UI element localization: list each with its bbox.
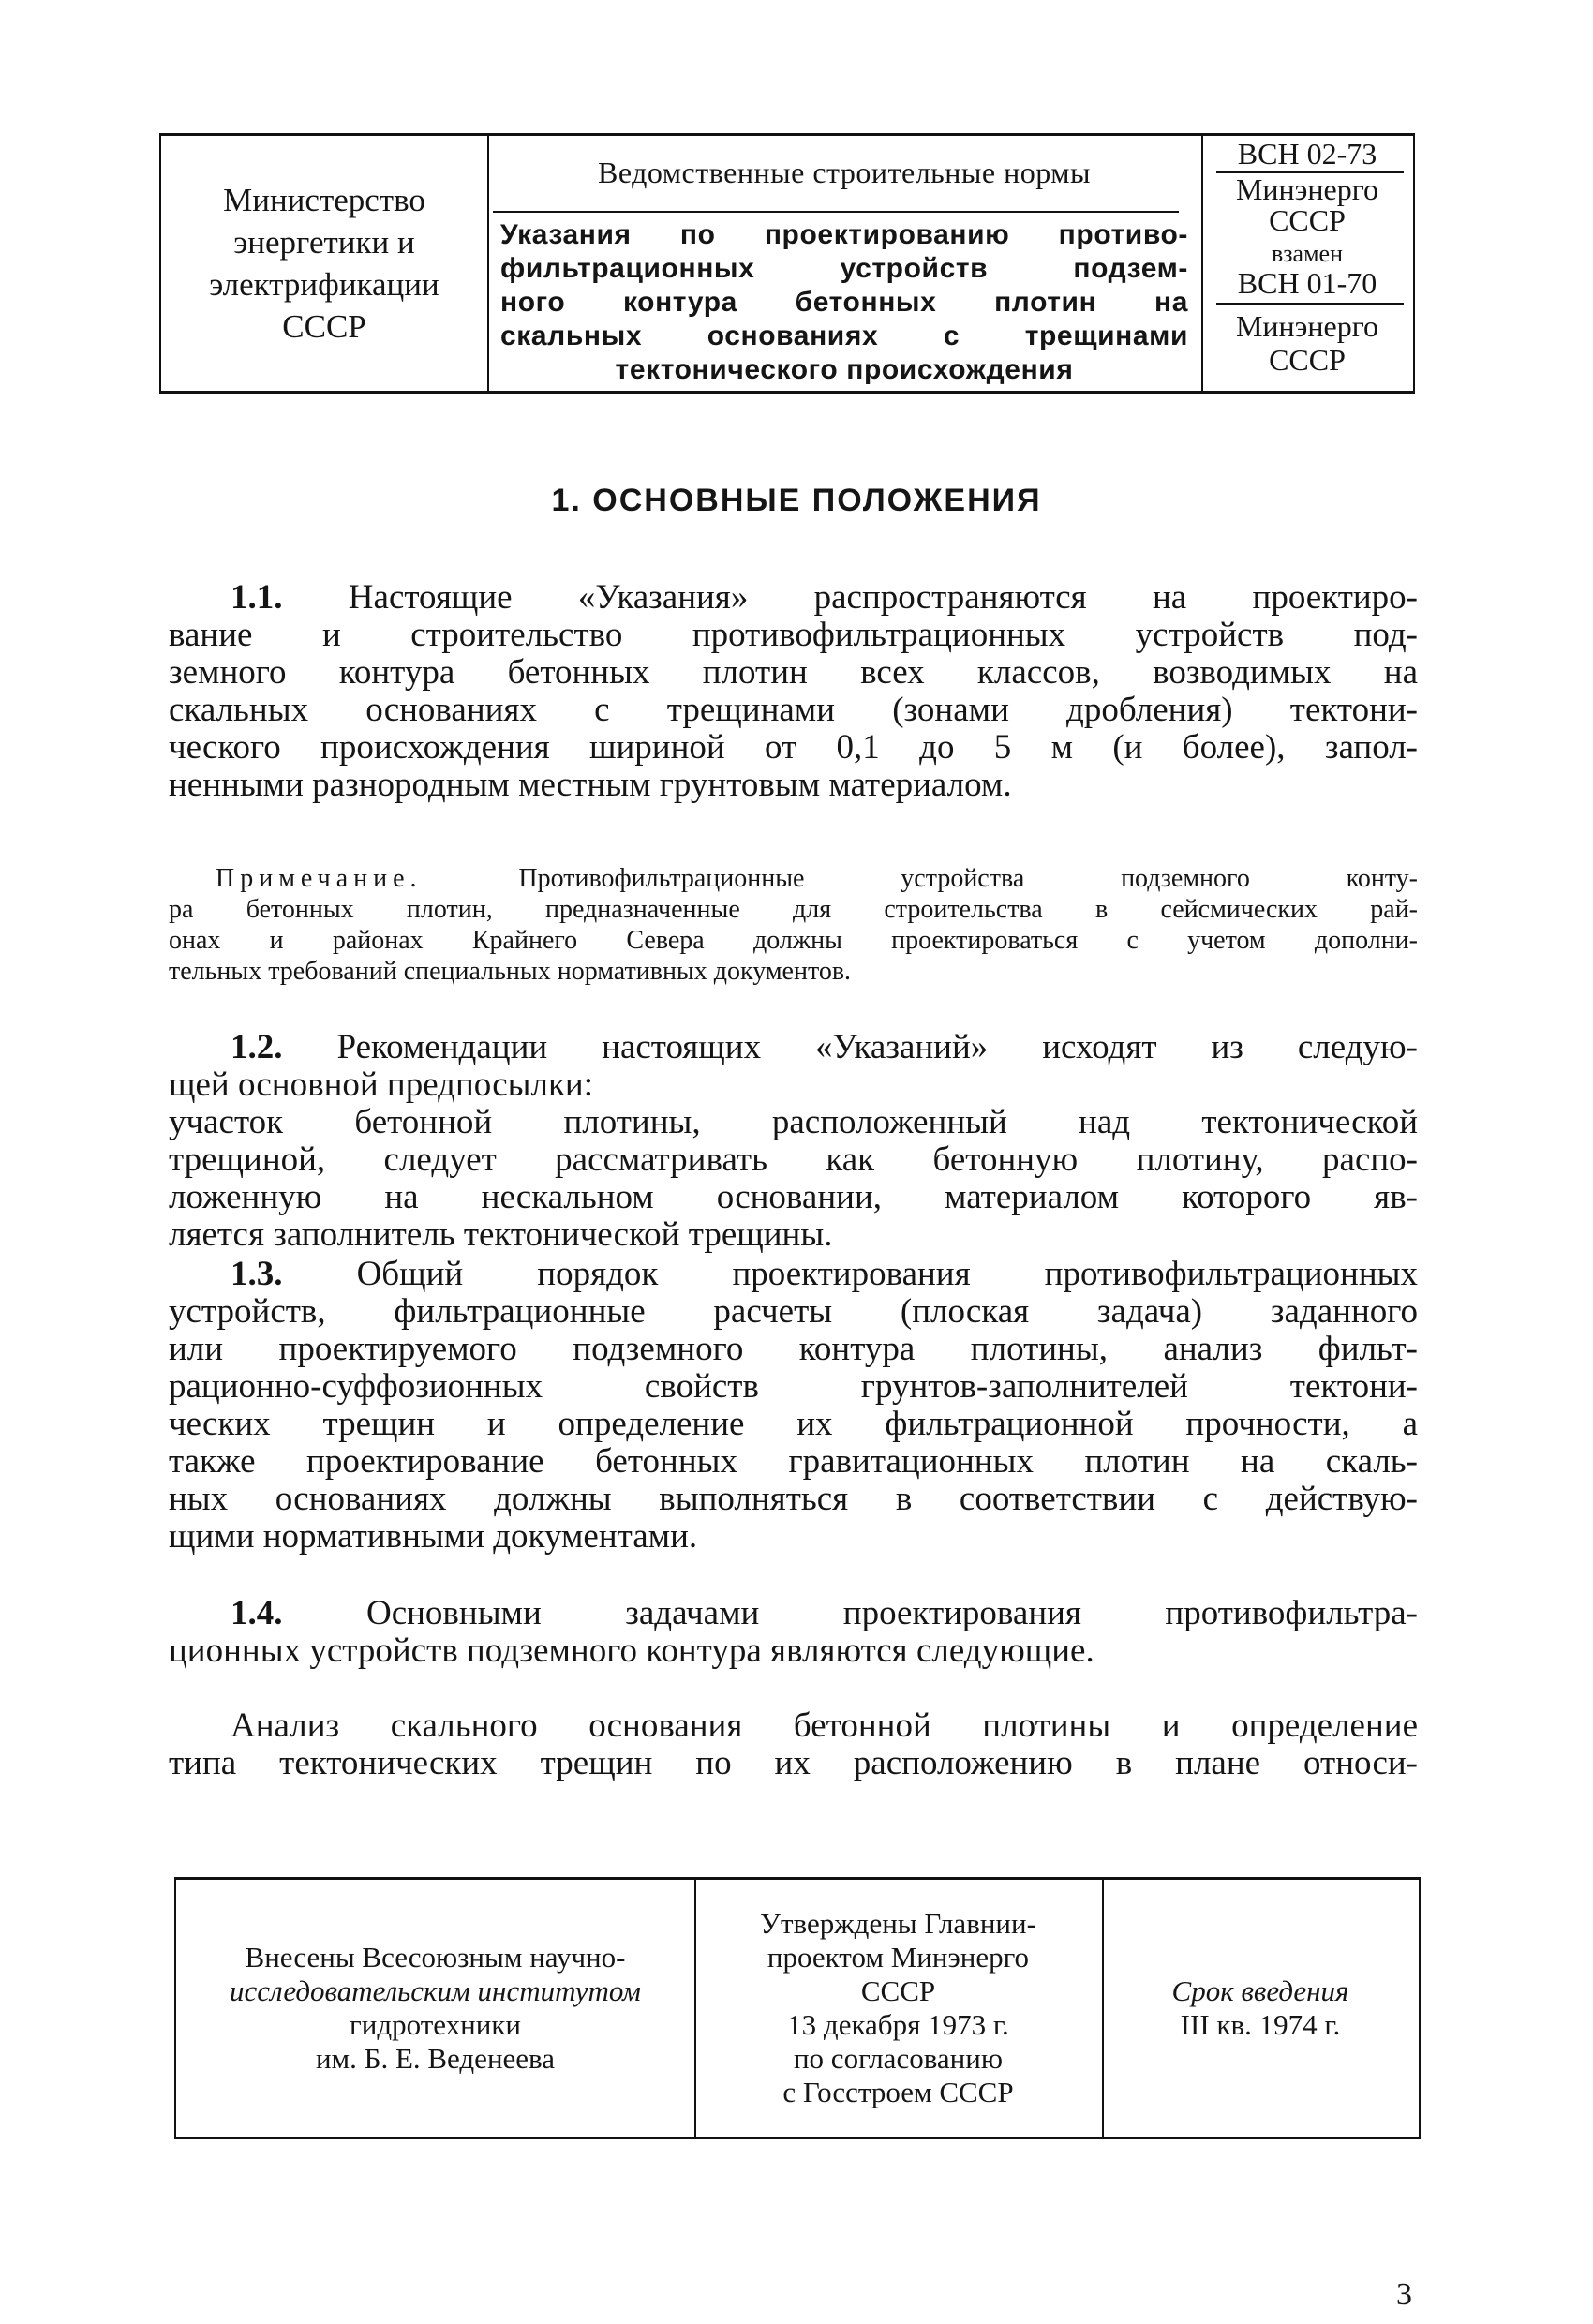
paragraph-line: или проектируемого подземного контура плотины, анализ фильт- [169, 1330, 1418, 1368]
norms-type: Ведомственные строительные нормы [598, 155, 1091, 189]
paragraph-line: типа тектонических трещин по их расположению в плане относи- [169, 1744, 1418, 1782]
page-number: 3 [1396, 2277, 1412, 2312]
paragraph-number: 1.1. [231, 578, 283, 617]
title-line: тектонического происхождения [615, 354, 1074, 385]
note-line: Примечание. Противофильтрационные устройства подземного конту- [216, 864, 1418, 893]
title-line: Указания по проектированию противо- [500, 219, 1188, 250]
document-code: ВСН 02-73 [1237, 137, 1377, 171]
paragraph-line: 1.2. Рекомендации настоящих «Указаний» исходят из следую- [231, 1028, 1418, 1066]
paragraph-line: ложенную на нескальном основании, материалом которого яв- [169, 1178, 1418, 1216]
footer-table [174, 1877, 1421, 2139]
paragraph-continuation [169, 1707, 1418, 1782]
paragraph-line: 1.1. Настоящие «Указания» распространяются на проектиро- [231, 578, 1418, 617]
paragraph-line: щей основной предпосылки: [169, 1065, 594, 1104]
paragraph-line: земного контура бетонных плотин всех классов, возводимых на [169, 653, 1418, 692]
approved-line: СССР [860, 1974, 936, 2007]
note-line: ра бетонных плотин, предназначенные для строительства в сейсмических рай- [169, 895, 1418, 924]
paragraph-line: 1.4. Основными задачами проектирования противофильтра- [231, 1594, 1418, 1632]
paragraph-line: устройств, фильтрационные расчеты (плоская задача) заданного [169, 1292, 1418, 1331]
replaces-label: взамен [1272, 240, 1343, 267]
term-value: III кв. 1974 г. [1180, 2008, 1341, 2041]
note [169, 863, 1418, 987]
code-cell [1201, 136, 1413, 391]
paragraph-number: 1.3. [231, 1255, 283, 1293]
introduced-line: им. Б. Е. Веденеева [315, 2042, 556, 2075]
ministry-line: СССР [282, 308, 366, 345]
paragraph-line: ционных устройств подземного контура являются следующие. [169, 1631, 1094, 1670]
document-title [500, 218, 1188, 387]
ministry-cell [161, 136, 489, 391]
introduced-line: исследовательским институтом [230, 1974, 641, 2007]
title-cell [487, 136, 1203, 391]
paragraph-line: ляется заполнитель тектонической трещины. [169, 1215, 833, 1254]
approved-line: Утверждены Главнии- [760, 1907, 1036, 1940]
paragraph-line: участок бетонной плотины, расположенный над тектонической [169, 1103, 1418, 1141]
replaced-code: ВСН 01-70 [1237, 266, 1377, 300]
paragraph-line: ческого происхождения шириной от 0,1 до 5 м (и более), запол- [169, 728, 1418, 767]
paragraph-line: ных основаниях должны выполняться в соответствии с действую- [169, 1480, 1418, 1518]
code-country: СССР [1269, 203, 1346, 237]
paragraph-1-1 [169, 579, 1418, 804]
paragraph-1-2 [169, 1029, 1418, 1254]
paragraph-line: 1.3. Общий порядок проектирования противофильтрационных [231, 1255, 1418, 1293]
introduced-line: Внесены Всесоюзным научно- [245, 1941, 626, 1974]
divider [493, 211, 1179, 213]
paragraph-line: вание и строительство противофильтрационных устройств под- [169, 616, 1418, 654]
paragraph-line: также проектирование бетонных гравитационных плотин на скаль- [169, 1442, 1418, 1481]
ministry-line: Министерство [223, 182, 425, 218]
note-line: тельных требований специальных нормативных документов. [169, 957, 852, 986]
title-line: скальных основаниях с трещинами [500, 320, 1188, 351]
approved-line: по согласованию [793, 2042, 1004, 2075]
divider [1216, 303, 1404, 305]
header-table [159, 133, 1415, 394]
approved-by-cell [694, 1880, 1104, 2137]
paragraph-line: Анализ скального основания бетонной плотины и определение [231, 1706, 1418, 1745]
approved-line: 13 декабря 1973 г. [787, 2008, 1009, 2041]
note-line: онах и районах Крайнего Севера должны проектироваться с учетом дополни- [169, 926, 1418, 955]
paragraph-number: 1.4. [231, 1594, 283, 1632]
effective-date-cell [1102, 1880, 1419, 2137]
approved-line: с Госстроем СССР [782, 2076, 1014, 2108]
replaced-country: СССР [1269, 343, 1346, 377]
title-line: ного контура бетонных плотин на [500, 287, 1188, 318]
paragraph-line: ческих трещин и определение их фильтрационной прочности, а [169, 1405, 1418, 1443]
replaced-org: Минэнерго [1235, 309, 1379, 343]
ministry-line: электрификации [209, 266, 439, 303]
approved-line: проектом Минэнерго [767, 1941, 1030, 1974]
paragraph-line: скальных основаниях с трещинами (зонами дробления) тектони- [169, 691, 1418, 729]
term-label: Срок введения [1171, 1974, 1349, 2007]
code-org: Минэнерго [1235, 172, 1379, 206]
paragraph-line: ненными разнородным местным грунтовым материалом. [169, 766, 1012, 804]
paragraph-1-4 [169, 1595, 1418, 1670]
paragraph-line: щими нормативными документами. [169, 1517, 698, 1556]
paragraph-number: 1.2. [231, 1028, 283, 1066]
introduced-by-cell [176, 1880, 696, 2137]
note-label: Примечание. [216, 864, 423, 893]
ministry-line: энергетики и [233, 224, 415, 261]
paragraph-1-3 [169, 1256, 1418, 1556]
paragraph-line: трещиной, следует рассматривать как бетонную плотину, распо- [169, 1140, 1418, 1179]
title-line: фильтрационных устройств подзем- [500, 253, 1188, 284]
introduced-line: гидротехники [350, 2008, 521, 2041]
section-heading: 1. ОСНОВНЫЕ ПОЛОЖЕНИЯ [551, 483, 1042, 518]
paragraph-line: рационно-суффозионных свойств грунтов-заполнителей тектони- [169, 1367, 1418, 1406]
